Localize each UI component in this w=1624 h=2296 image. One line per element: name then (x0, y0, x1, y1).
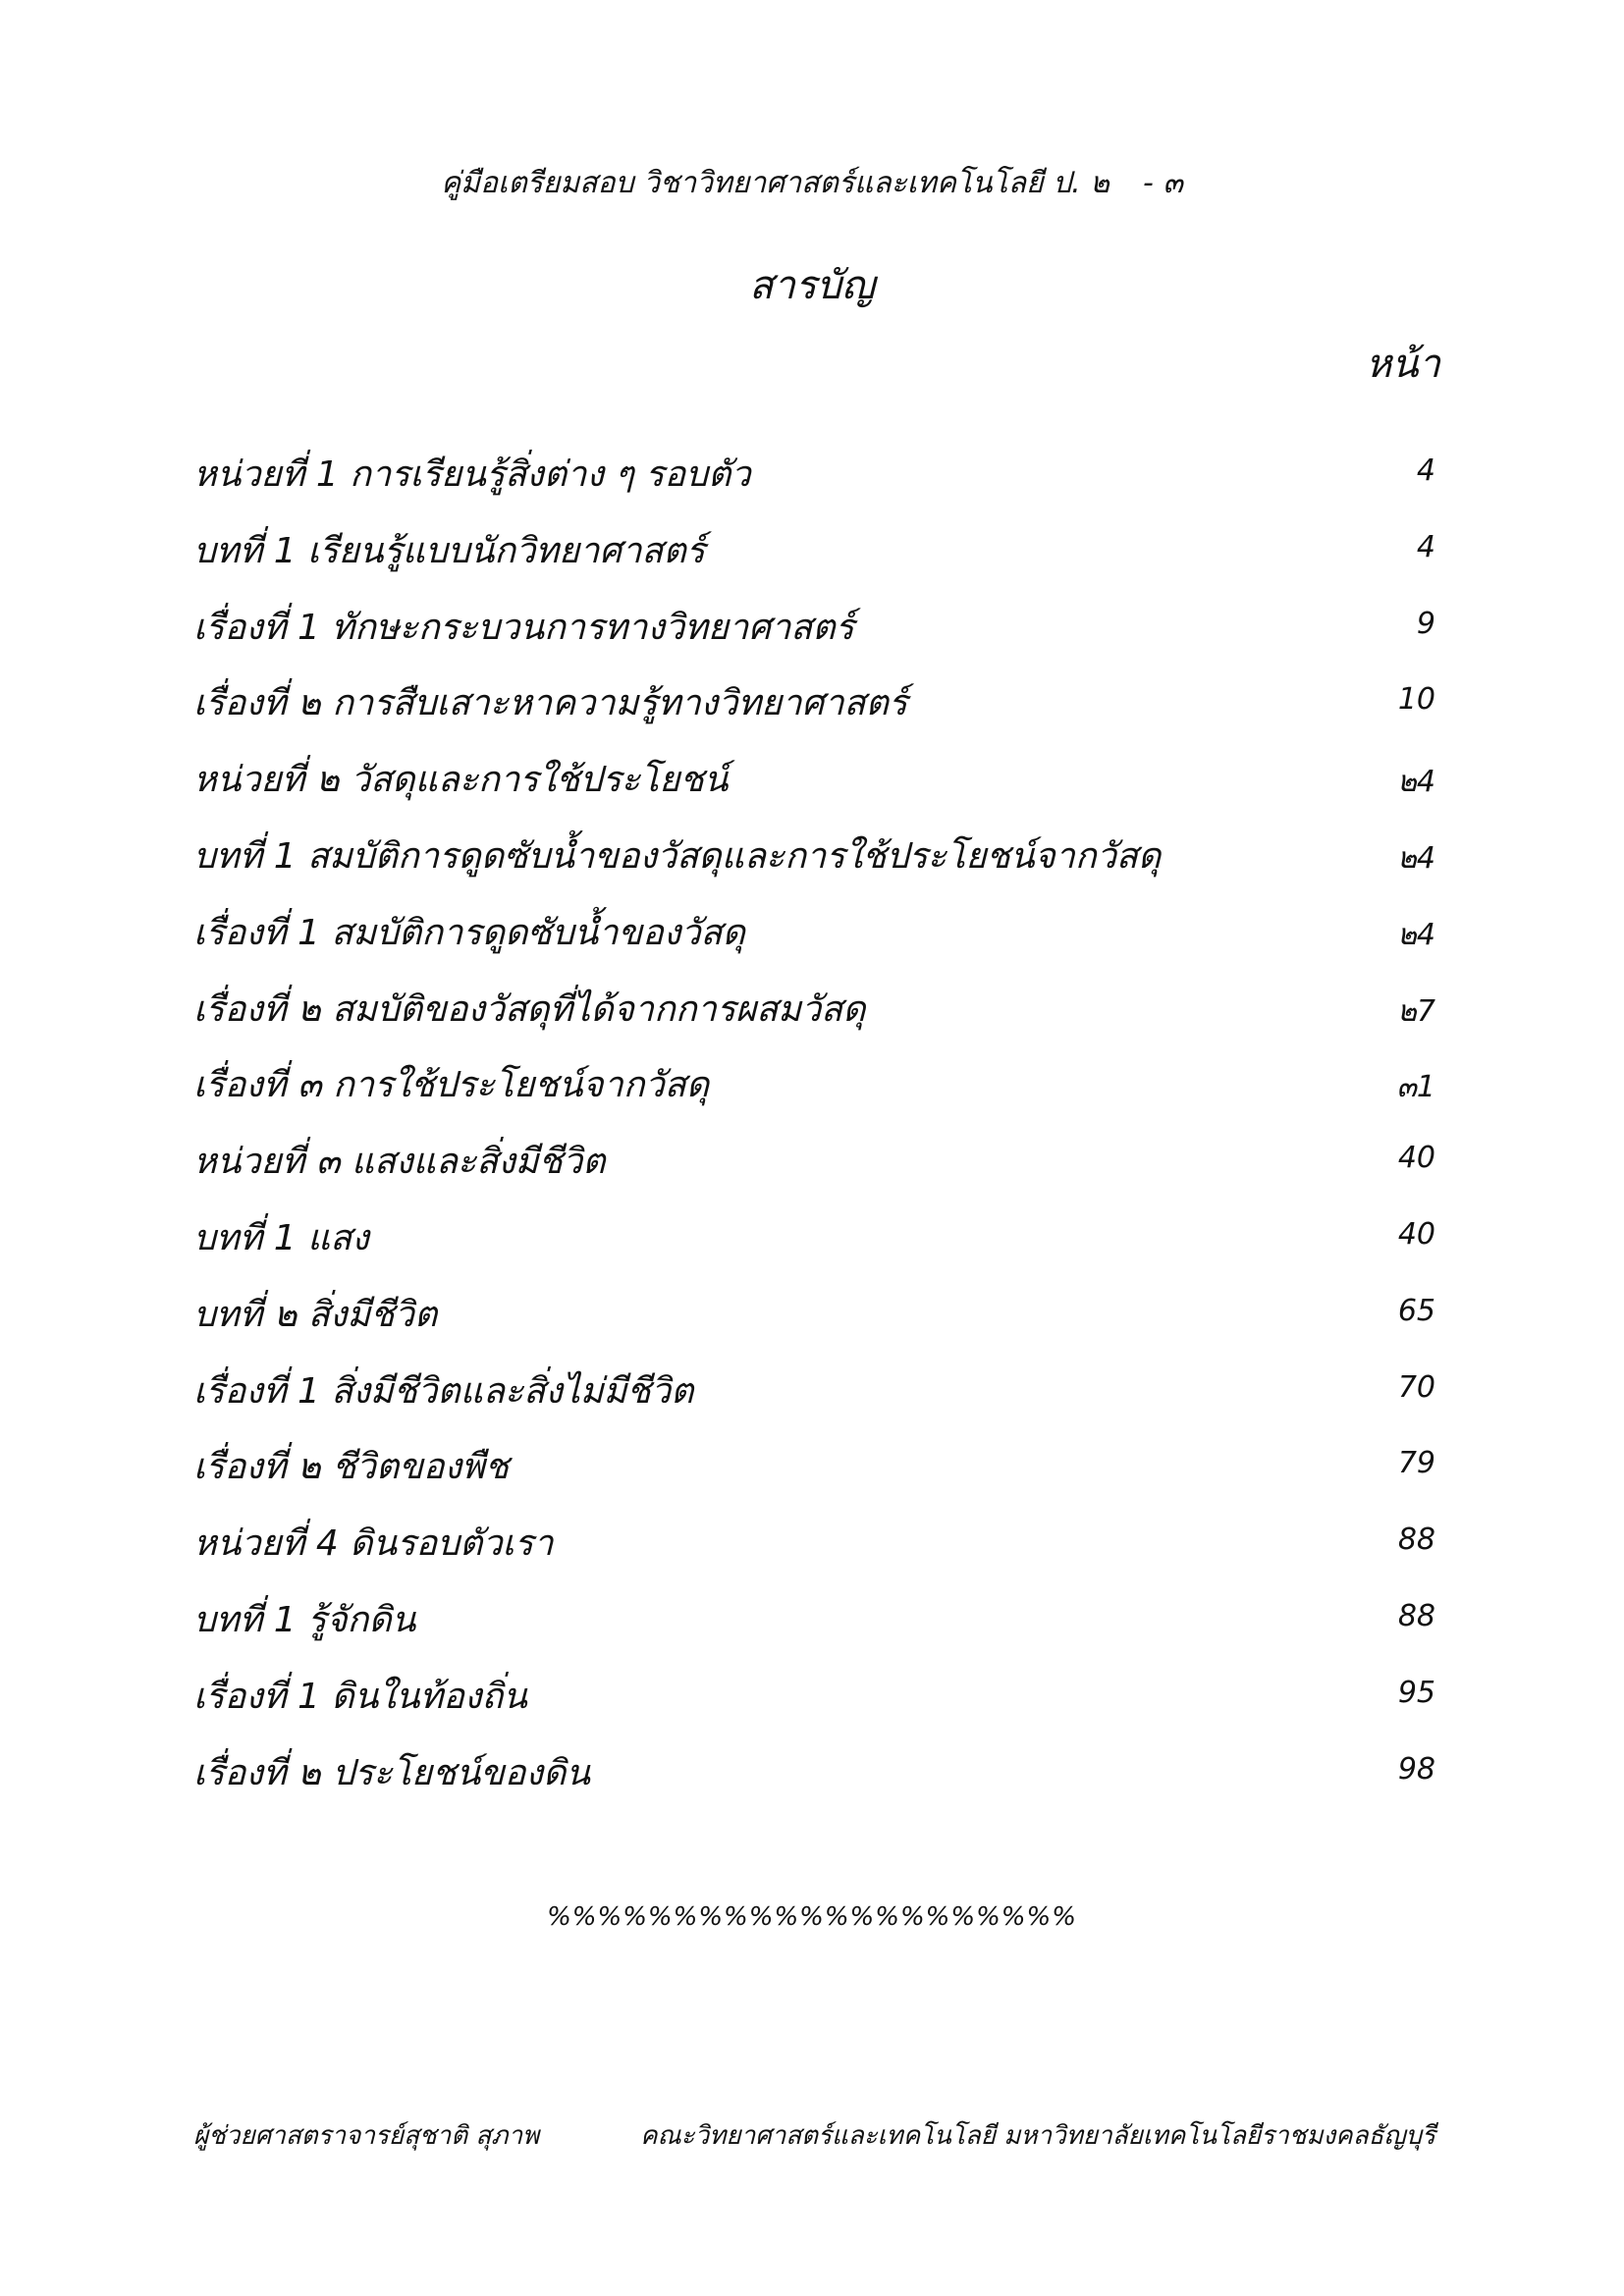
toc-entry-page: ๒4 (1397, 840, 1435, 876)
toc-entry (193, 1511, 1435, 1587)
toc-entry (193, 977, 1435, 1053)
toc-entry (193, 1740, 1435, 1817)
toc-entry-label: เรื่องที่ 1 สมบัติการดูดซับน้ำของวัสดุ (193, 912, 745, 953)
toc-entry (193, 1359, 1435, 1435)
toc-entry-label: เรื่องที่ ๒ สมบัติของวัสดุที่ได้จากการผสมวัสดุ (193, 988, 866, 1030)
toc-entry-page: 88 (1397, 1522, 1435, 1558)
section-separator: %%%%%%%%%%%%%%%%%%%%% (547, 1902, 1077, 1932)
toc-entry-label: เรื่องที่ ๒ การสืบเสาะหาความรู้ทางวิทยาศาสตร์ (193, 683, 908, 724)
toc-entry (193, 442, 1435, 518)
running-header-page-number: - ๓ (1143, 166, 1183, 200)
toc-entry-page: ๓1 (1396, 1070, 1435, 1105)
toc-entry-label: หน่วยที่ ๓ แสงและสิ่งมีชีวิต (193, 1142, 606, 1183)
toc-entry-page: 4 (1416, 529, 1435, 564)
toc-entry-page: 95 (1397, 1675, 1435, 1710)
toc-entry-page: 70 (1397, 1369, 1435, 1405)
toc-title: สารบัญ (749, 263, 875, 308)
toc-entry-label: หน่วยที่ 1 การเรียนรู้สิ่งต่าง ๆ รอบตัว (193, 454, 751, 495)
toc-entry-page: ๒7 (1397, 993, 1435, 1029)
toc-entry-label: บทที่ 1 รู้จักดิน (193, 1599, 416, 1640)
toc-entry-label: หน่วยที่ ๒ วัสดุและการใช้ประโยชน์ (193, 760, 729, 801)
toc-entry-label: เรื่องที่ ๒ ชีวิตของพืช (193, 1447, 510, 1488)
toc-entry-label: เรื่องที่ 1 ทักษะกระบวนการทางวิทยาศาสตร์ (193, 607, 854, 648)
toc-entry (193, 595, 1435, 671)
toc-entry (193, 1129, 1435, 1205)
toc-entry-page: 88 (1397, 1598, 1435, 1633)
toc-entry-label: บทที่ 1 สมบัติการดูดซับน้ำของวัสดุและการใช้ประโยชน์จากวัสดุ (193, 835, 1162, 877)
toc-entry-page: 40 (1397, 1216, 1435, 1252)
toc-entry (193, 1282, 1435, 1359)
toc-entry-label: เรื่องที่ 1 ดินในท้องถิ่น (193, 1676, 527, 1717)
running-header-title: คู่มือเตรียมสอบ วิชาวิทยาศาสตร์และเทคโนโลยี ป. ๒ (441, 166, 1110, 200)
toc-list (193, 442, 1435, 1816)
toc-entry (193, 518, 1435, 595)
toc-entry (193, 1205, 1435, 1282)
toc-entry (193, 1434, 1435, 1511)
toc-entry (193, 670, 1435, 747)
toc-entry-label: เรื่องที่ 1 สิ่งมีชีวิตและสิ่งไม่มีชีวิต (193, 1370, 694, 1412)
toc-entry-page: ๒4 (1397, 765, 1435, 800)
toc-entry-page: 98 (1397, 1751, 1435, 1787)
toc-entry-page: 40 (1397, 1141, 1435, 1176)
toc-entry (193, 900, 1435, 977)
toc-entry (193, 1664, 1435, 1740)
toc-entry-page: 79 (1397, 1446, 1435, 1481)
toc-entry-label: หน่วยที่ 4 ดินรอบตัวเรา (193, 1523, 554, 1565)
page-column-heading: หน้า (1365, 342, 1440, 387)
toc-entry (193, 1052, 1435, 1129)
toc-entry (193, 1587, 1435, 1664)
toc-entry-page: 10 (1397, 682, 1435, 718)
toc-entry-label: เรื่องที่ ๓ การใช้ประโยชน์จากวัสดุ (193, 1065, 710, 1106)
toc-entry-label: บทที่ 1 เรียนรู้แบบนักวิทยาศาสตร์ (193, 530, 706, 571)
toc-entry-label: บทที่ 1 แสง (193, 1217, 369, 1258)
footer-affiliation: คณะวิทยาศาสตร์และเทคโนโลยี มหาวิทยาลัยเทคโนโลยีราชมงคลธัญบุรี (640, 2121, 1435, 2151)
toc-entry-page: 9 (1416, 606, 1435, 641)
toc-entry (193, 824, 1435, 900)
toc-entry-page: 4 (1416, 454, 1435, 488)
toc-entry (193, 747, 1435, 824)
running-header (0, 160, 1624, 206)
toc-entry-label: บทที่ ๒ สิ่งมีชีวิต (193, 1294, 438, 1335)
toc-entry-page: 65 (1397, 1293, 1435, 1328)
toc-entry-label: เรื่องที่ ๒ ประโยชน์ของดิน (193, 1752, 590, 1793)
footer-author: ผู้ช่วยศาสตราจารย์สุชาติ สุภาพ (193, 2121, 540, 2151)
toc-entry-page: ๒4 (1397, 917, 1435, 952)
